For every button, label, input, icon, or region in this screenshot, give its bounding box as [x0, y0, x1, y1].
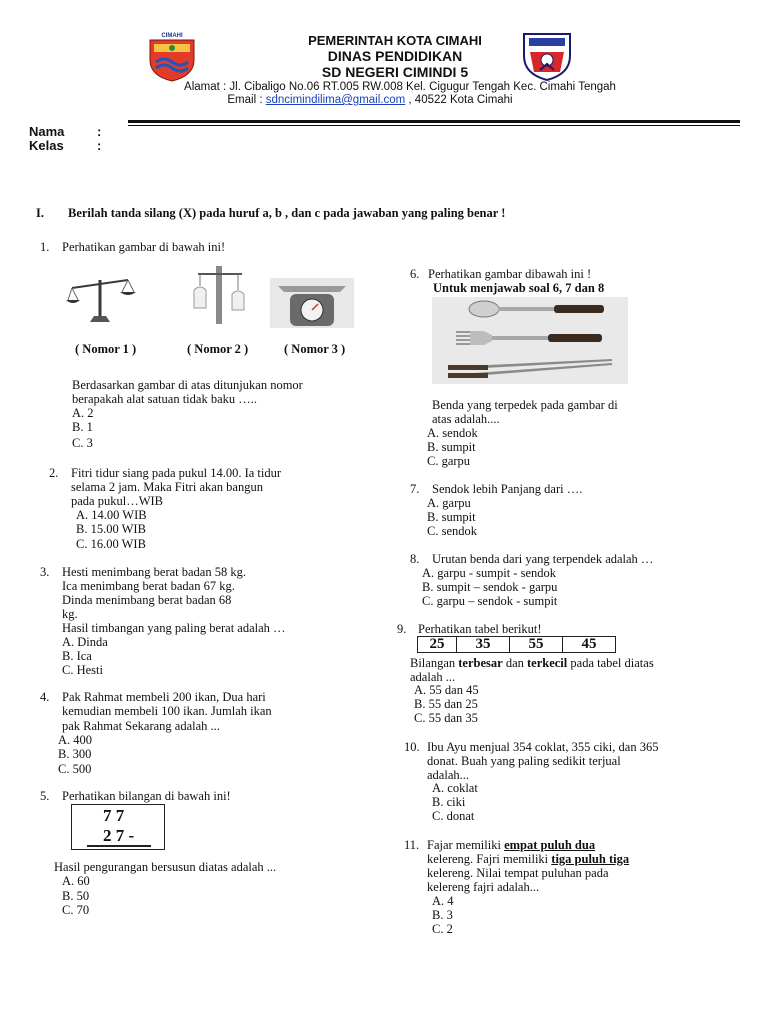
q9-option-b[interactable]: B. 55 dan 25 — [414, 697, 478, 711]
q11-option-c[interactable]: C. 2 — [432, 922, 453, 936]
q4-option-b[interactable]: B. 300 — [58, 747, 92, 761]
q9-number-table — [417, 636, 616, 653]
q9-option-c[interactable]: C. 55 dan 35 — [414, 711, 478, 725]
q2-option-a[interactable]: A. 14.00 WIB — [76, 508, 147, 522]
q11-line2-a: kelereng. Fajri memiliki — [427, 852, 552, 866]
q1-label-3: ( Nomor 3 ) — [284, 342, 346, 356]
q3-option-c[interactable]: C. Hesti — [62, 663, 103, 677]
q7-number: 7. — [410, 482, 420, 496]
q3-line2: Ica menimbang berat badan 67 kg. — [62, 579, 235, 593]
q2-number: 2. — [49, 466, 59, 480]
q4-option-a[interactable]: A. 400 — [58, 733, 93, 747]
q6-bold-note: Untuk menjawab soal 6, 7 dan 8 — [433, 281, 605, 295]
q7-option-c[interactable]: C. sendok — [427, 524, 477, 538]
q10-option-c[interactable]: C. donat — [432, 809, 475, 823]
cutlery-image — [432, 297, 628, 384]
q1-question-line2: berapakah alat satuan tidak baku ….. — [72, 392, 257, 406]
header-government: PEMERINTAH KOTA CIMAHI — [308, 33, 482, 48]
q9-word-terbesar: terbesar — [458, 656, 503, 670]
q5-option-a[interactable]: A. 60 — [62, 874, 90, 888]
q3-line1: Hesti menimbang berat badan 58 kg. — [62, 565, 246, 579]
q6-option-c[interactable]: C. garpu — [427, 454, 471, 468]
q10-option-a[interactable]: A. coklat — [432, 781, 478, 795]
q5-question: Hasil pengurangan bersusun diatas adalah ... — [54, 860, 277, 874]
q8-option-c[interactable]: C. garpu – sendok - sumpit — [422, 594, 558, 608]
q9-word-terkecil: terkecil — [527, 656, 568, 670]
q3-option-b[interactable]: B. Ica — [62, 649, 92, 663]
q10-line1: Ibu Ayu menjual 354 coklat, 355 ciki, dan 365 — [427, 740, 659, 754]
q11-word-empat-puluh-dua: empat puluh dua — [504, 838, 596, 852]
q9-table-cell: 35 — [457, 637, 510, 653]
balance-scale-image — [64, 270, 136, 326]
q5-prompt: Perhatikan bilangan di bawah ini! — [62, 789, 231, 803]
q2-option-c[interactable]: C. 16.00 WIB — [76, 537, 146, 551]
q7-option-b[interactable]: B. sumpit — [427, 510, 476, 524]
q5-number: 5. — [40, 789, 50, 803]
q9-table-cell: 55 — [510, 637, 563, 653]
q4-line3: pak Rahmat Sekarang adalah ... — [62, 719, 220, 733]
header-divider-thick — [128, 120, 740, 123]
q9-line1 — [410, 656, 654, 670]
email-suffix: , 40522 Kota Cimahi — [405, 94, 513, 106]
hanging-bags-image — [192, 264, 248, 328]
header-school-name: SD NEGERI CIMINDI 5 — [321, 64, 469, 80]
q4-number: 4. — [40, 690, 50, 704]
q9-line1-c: dan — [502, 656, 527, 670]
q4-line2: kemudian membeli 100 ikan. Jumlah ikan — [62, 704, 272, 718]
q9-table-cell: 25 — [418, 637, 457, 653]
q9-prompt: Perhatikan tabel berikut! — [418, 622, 542, 636]
q6-number: 6. — [410, 267, 420, 281]
q11-line2 — [427, 852, 629, 866]
q6-prompt: Perhatikan gambar dibawah ini ! — [428, 267, 592, 281]
q8-prompt: Urutan benda dari yang terpendek adalah … — [432, 552, 654, 566]
q1-number: 1. — [40, 240, 50, 254]
svg-text:CIMAHI: CIMAHI — [161, 33, 183, 39]
section-instruction: Berilah tanda silang (X) pada huruf a, b , dan c pada jawaban yang paling benar ! — [68, 206, 506, 220]
q6-line1: Benda yang terpedek pada gambar di — [432, 398, 618, 412]
q9-table-cell: 45 — [563, 637, 616, 653]
kelas-colon: : — [97, 138, 102, 153]
q4-option-c[interactable]: C. 500 — [58, 762, 92, 776]
q1-label-1: ( Nomor 1 ) — [75, 342, 137, 356]
kelas-label: Kelas — [29, 138, 64, 153]
q5-option-c[interactable]: C. 70 — [62, 903, 90, 917]
q11-line1 — [427, 838, 595, 852]
q11-option-b[interactable]: B. 3 — [432, 908, 453, 922]
q4-line1: Pak Rahmat membeli 200 ikan, Dua hari — [62, 690, 266, 704]
subtraction-line — [87, 845, 151, 847]
q2-line1: Fitri tidur siang pada pukul 14.00. Ia tidur — [71, 466, 282, 480]
q11-word-tiga-puluh-tiga: tiga puluh tiga — [551, 852, 630, 866]
q3-line4: kg. — [62, 607, 78, 621]
q10-number: 10. — [404, 740, 420, 754]
q2-option-b[interactable]: B. 15.00 WIB — [76, 522, 146, 536]
q2-line2: selama 2 jam. Maka Fitri akan bangun — [71, 480, 263, 494]
nama-colon: : — [97, 124, 102, 139]
q8-option-b[interactable]: B. sumpit – sendok - garpu — [422, 580, 558, 594]
q3-number: 3. — [40, 565, 50, 579]
header-email-line — [120, 94, 620, 106]
q7-prompt: Sendok lebih Panjang dari …. — [432, 482, 583, 496]
q1-prompt: Perhatikan gambar di bawah ini! — [62, 240, 226, 254]
q10-line2: donat. Buah yang paling sedikit terjual — [427, 754, 621, 768]
q6-option-b[interactable]: B. sumpit — [427, 440, 476, 454]
header-divider-thin — [128, 125, 740, 126]
q5-option-b[interactable]: B. 50 — [62, 889, 90, 903]
q8-option-a[interactable]: A. garpu - sumpit - sendok — [422, 566, 557, 580]
q11-number: 11. — [404, 838, 420, 852]
q9-line1-a: Bilangan — [410, 656, 459, 670]
subtraction-bottom: 2 7 - — [103, 826, 135, 845]
email-link[interactable]: sdncimindilima@gmail.com — [265, 94, 406, 106]
header-address: Alamat : Jl. Cibaligo No.06 RT.005 RW.008 Kel. Cigugur Tengah Kec. Cimahi Tengah — [184, 81, 616, 93]
q9-option-a[interactable]: A. 55 dan 45 — [414, 683, 479, 697]
q1-option-c[interactable]: C. 3 — [72, 436, 93, 450]
q1-question-line1: Berdasarkan gambar di atas ditunjukan nomor — [72, 378, 303, 392]
kitchen-scale-image — [270, 278, 354, 328]
subtraction-top: 7 7 — [103, 806, 125, 825]
q11-line4: kelereng fajri adalah... — [427, 880, 540, 894]
header-department: DINAS PENDIDIKAN — [327, 48, 463, 64]
q8-number: 8. — [410, 552, 420, 566]
q3-line5: Hasil timbangan yang paling berat adalah … — [62, 621, 286, 635]
q1-option-b[interactable]: B. 1 — [72, 420, 93, 434]
q9-line2: adalah ... — [410, 670, 456, 684]
q11-line1-a: Fajar memiliki — [427, 838, 505, 852]
q11-option-a[interactable]: A. 4 — [432, 894, 454, 908]
q11-line3: kelereng. Nilai tempat puluhan pada — [427, 866, 609, 880]
q1-label-2: ( Nomor 2 ) — [187, 342, 249, 356]
q10-option-b[interactable]: B. ciki — [432, 795, 466, 809]
q6-option-a[interactable]: A. sendok — [427, 426, 478, 440]
q9-line1-e: pada tabel diatas — [567, 656, 654, 670]
cimahi-city-logo — [144, 30, 200, 82]
q9-number: 9. — [397, 622, 407, 636]
q6-line2: atas adalah.... — [432, 412, 500, 426]
q3-option-a[interactable]: A. Dinda — [62, 635, 108, 649]
q1-option-a[interactable]: A. 2 — [72, 406, 94, 420]
email-label: Email : — [227, 94, 266, 106]
q10-line3: adalah... — [427, 768, 469, 782]
q3-line3: Dinda menimbang berat badan 68 — [62, 593, 232, 607]
q7-option-a[interactable]: A. garpu — [427, 496, 471, 510]
section-number: I. — [36, 206, 44, 220]
q2-line3: pada pukul…WIB — [71, 494, 163, 508]
nama-label: Nama — [29, 124, 65, 139]
